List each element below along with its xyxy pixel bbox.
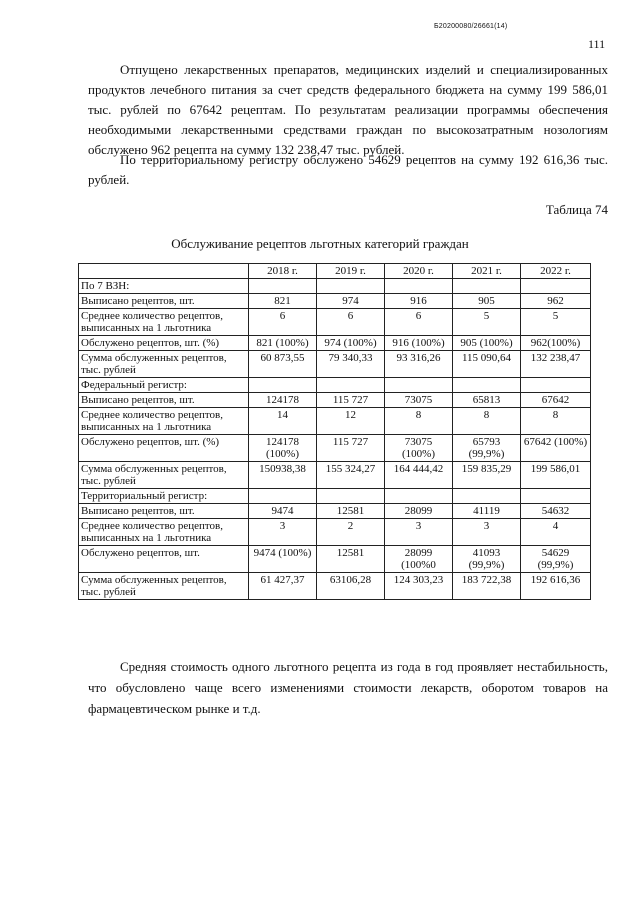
table-cell: 199 586,01 xyxy=(521,462,591,489)
table-cell: 962 xyxy=(521,294,591,309)
table-header-year: 2019 г. xyxy=(317,264,385,279)
page-number: 111 xyxy=(588,37,606,51)
table-row-label: Выписано рецептов, шт. xyxy=(79,294,249,309)
table-cell: 67642 xyxy=(521,393,591,408)
table-cell: 124178 (100%) xyxy=(249,435,317,462)
table-cell: 54629 (99,9%) xyxy=(521,546,591,573)
table-cell: 12581 xyxy=(317,546,385,573)
table-row xyxy=(79,435,591,462)
table-cell: 3 xyxy=(385,519,453,546)
table-cell: 905 (100%) xyxy=(453,336,521,351)
table-section-empty-cell xyxy=(453,489,521,504)
table-section-empty-cell xyxy=(521,489,591,504)
table-cell: 12581 xyxy=(317,504,385,519)
table-row xyxy=(79,462,591,489)
table-row-label: Сумма обслуженных рецептов, тыс. рублей xyxy=(79,351,249,378)
table-cell: 73075 (100%) xyxy=(385,435,453,462)
table-cell: 974 xyxy=(317,294,385,309)
table-cell: 28099 xyxy=(385,504,453,519)
table-cell: 115 090,64 xyxy=(453,351,521,378)
table-cell: 65813 xyxy=(453,393,521,408)
table-cell: 821 xyxy=(249,294,317,309)
table-cell: 41119 xyxy=(453,504,521,519)
table-cell: 3 xyxy=(249,519,317,546)
table-row xyxy=(79,309,591,336)
table-row xyxy=(79,546,591,573)
table-header-year: 2020 г. xyxy=(385,264,453,279)
table-row-label: Обслужено рецептов, шт. (%) xyxy=(79,336,249,351)
table-section-empty-cell xyxy=(249,489,317,504)
table-row-label: Среднее количество рецептов, выписанных на 1 льготника xyxy=(79,519,249,546)
table-cell: 67642 (100%) xyxy=(521,435,591,462)
table-row xyxy=(79,408,591,435)
table-cell: 5 xyxy=(453,309,521,336)
table-cell: 61 427,37 xyxy=(249,573,317,600)
table-cell: 6 xyxy=(317,309,385,336)
table-cell: 124178 xyxy=(249,393,317,408)
table-cell: 8 xyxy=(453,408,521,435)
table-section-empty-cell xyxy=(385,279,453,294)
table-cell: 73075 xyxy=(385,393,453,408)
table-cell: 115 727 xyxy=(317,393,385,408)
table-cell: 14 xyxy=(249,408,317,435)
table-section-empty-cell xyxy=(385,378,453,393)
table-cell: 9474 (100%) xyxy=(249,546,317,573)
table-section-empty-cell xyxy=(521,378,591,393)
table-cell: 79 340,33 xyxy=(317,351,385,378)
table-cell: 916 (100%) xyxy=(385,336,453,351)
prescriptions-table xyxy=(78,263,591,600)
table-section-title: Территориальный регистр: xyxy=(79,489,249,504)
table-section-empty-cell xyxy=(385,489,453,504)
table-cell: 155 324,27 xyxy=(317,462,385,489)
table-section-empty-cell xyxy=(249,378,317,393)
table-row-label: Сумма обслуженных рецептов, тыс. рублей xyxy=(79,462,249,489)
table-section-empty-cell xyxy=(249,279,317,294)
table-header-year: 2018 г. xyxy=(249,264,317,279)
table-cell: 962(100%) xyxy=(521,336,591,351)
table-cell: 8 xyxy=(385,408,453,435)
paragraph-federal-budget: Отпущено лекарственных препаратов, медицинских изделий и специализированных продуктов лечебного питания за счет средств федерального бюджета на сумму 199 586,01 тыс. рублей по 67642 рецептам. По результатам реализации программы обеспечения необходимыми лекарственными средствами граждан по высокозатратным нозологиям обслужено 962 рецепта на сумму 132 238,47 тыс. рублей. xyxy=(88,62,608,157)
table-section-empty-cell xyxy=(521,279,591,294)
table-cell: 905 xyxy=(453,294,521,309)
table-cell: 124 303,23 xyxy=(385,573,453,600)
table-cell: 132 238,47 xyxy=(521,351,591,378)
table-cell: 164 444,42 xyxy=(385,462,453,489)
table-row-label: Среднее количество рецептов, выписанных на 1 льготника xyxy=(79,408,249,435)
table-row xyxy=(79,336,591,351)
table-cell: 183 722,38 xyxy=(453,573,521,600)
table-cell: 6 xyxy=(249,309,317,336)
table-cell: 93 316,26 xyxy=(385,351,453,378)
table-section-empty-cell xyxy=(453,279,521,294)
table-cell: 9474 xyxy=(249,504,317,519)
table-cell: 150938,38 xyxy=(249,462,317,489)
table-row-label: Обслужено рецептов, шт. (%) xyxy=(79,435,249,462)
table-row-label: Сумма обслуженных рецептов, тыс. рублей xyxy=(79,573,249,600)
paragraph-territorial-register: По территориальному регистру обслужено 54629 рецептов на сумму 192 616,36 тыс. рублей. xyxy=(88,152,608,187)
table-cell: 974 (100%) xyxy=(317,336,385,351)
table-section-row xyxy=(79,279,591,294)
table-header-year: 2021 г. xyxy=(453,264,521,279)
table-row-label: Обслужено рецептов, шт. xyxy=(79,546,249,573)
table-cell: 65793 (99,9%) xyxy=(453,435,521,462)
table-cell: 3 xyxy=(453,519,521,546)
table-cell: 6 xyxy=(385,309,453,336)
table-section-row xyxy=(79,378,591,393)
table-header-year: 2022 г. xyxy=(521,264,591,279)
table-cell: 54632 xyxy=(521,504,591,519)
table-row xyxy=(79,351,591,378)
table-number: Таблица 74 xyxy=(545,202,608,217)
table-section-empty-cell xyxy=(317,378,385,393)
table-cell: 115 727 xyxy=(317,435,385,462)
table-row xyxy=(79,573,591,600)
table-cell: 60 873,55 xyxy=(249,351,317,378)
table-header-empty xyxy=(79,264,249,279)
table-row xyxy=(79,294,591,309)
table-section-title: По 7 ВЗН: xyxy=(79,279,249,294)
table-cell: 12 xyxy=(317,408,385,435)
table-row xyxy=(79,393,591,408)
document-number: Б20200080/26661(14) xyxy=(434,23,508,30)
table-cell: 192 616,36 xyxy=(521,573,591,600)
table-cell: 5 xyxy=(521,309,591,336)
table-cell: 28099 (100%0 xyxy=(385,546,453,573)
table-row xyxy=(79,504,591,519)
table-cell: 41093 (99,9%) xyxy=(453,546,521,573)
table-cell: 916 xyxy=(385,294,453,309)
table-cell: 63106,28 xyxy=(317,573,385,600)
table-section-row xyxy=(79,489,591,504)
table-row-label: Выписано рецептов, шт. xyxy=(79,393,249,408)
table-section-empty-cell xyxy=(453,378,521,393)
table-cell: 159 835,29 xyxy=(453,462,521,489)
table-cell: 821 (100%) xyxy=(249,336,317,351)
table-row-label: Среднее количество рецептов, выписанных на 1 льготника xyxy=(79,309,249,336)
table-row xyxy=(79,519,591,546)
table-cell: 8 xyxy=(521,408,591,435)
table-section-empty-cell xyxy=(317,489,385,504)
table-section-title: Федеральный регистр: xyxy=(79,378,249,393)
paragraph-conclusion: Средняя стоимость одного льготного рецепта из года в год проявляет нестабильность, что обусловлено чаще всего изменениями стоимости лекарств, оборотом товаров на фармацевтическом рынке и т.д. xyxy=(88,659,608,716)
table-cell: 4 xyxy=(521,519,591,546)
table-header-row xyxy=(79,264,591,279)
table-title: Обслуживание рецептов льготных категорий граждан xyxy=(171,236,469,251)
table-section-empty-cell xyxy=(317,279,385,294)
table-row-label: Выписано рецептов, шт. xyxy=(79,504,249,519)
table-cell: 2 xyxy=(317,519,385,546)
